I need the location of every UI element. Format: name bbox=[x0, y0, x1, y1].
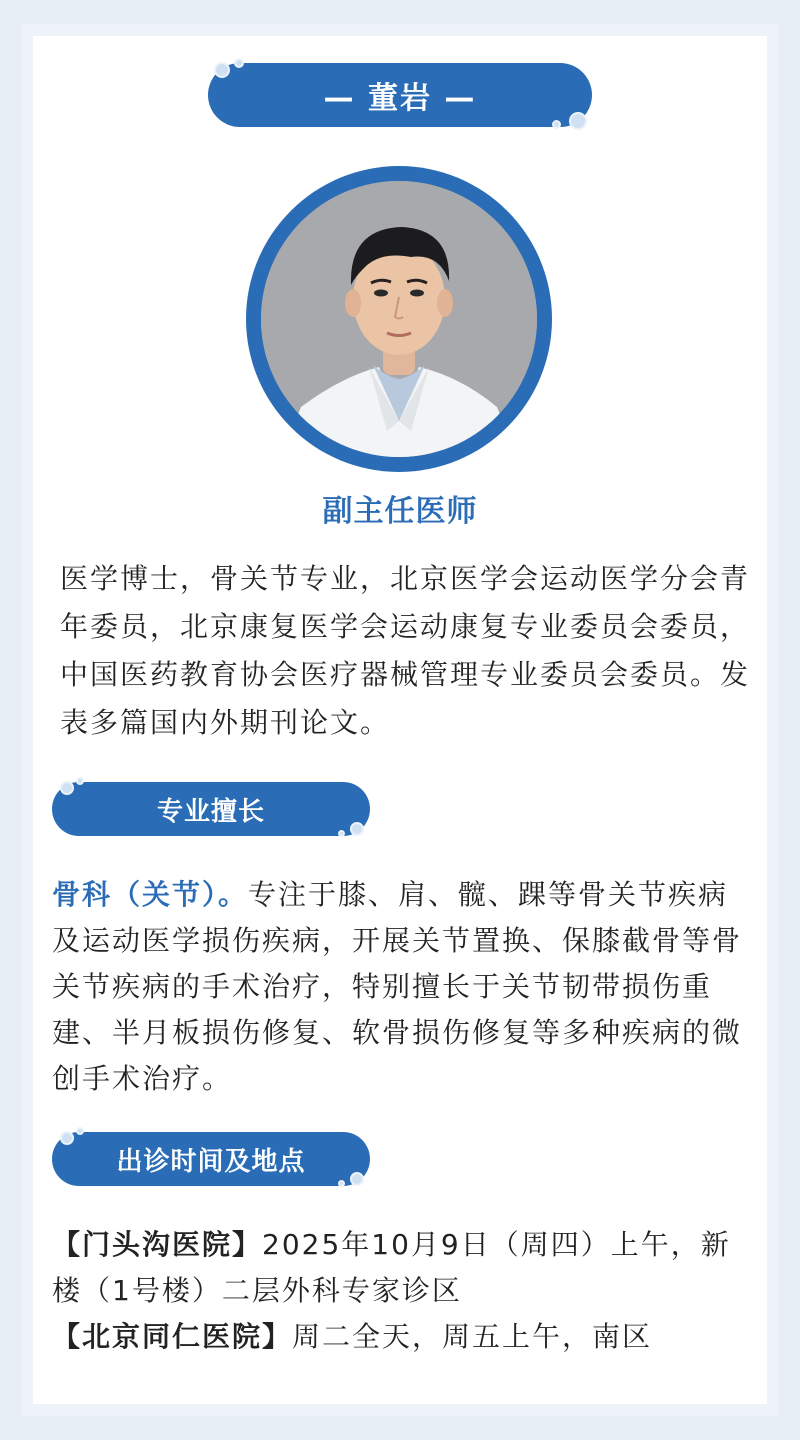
hospital-name: 【北京同仁医院】 bbox=[52, 1320, 293, 1353]
schedule-detail: 周二全天，周五上午，南区 bbox=[292, 1320, 653, 1353]
specialty-text-block bbox=[52, 872, 752, 1102]
schedule-entry bbox=[52, 1314, 752, 1360]
decorative-dot-icon bbox=[214, 62, 230, 78]
decorative-dot-icon bbox=[76, 777, 84, 785]
specialty-highlight: 骨科（关节）。 bbox=[52, 878, 249, 911]
schedule-list bbox=[52, 1222, 752, 1360]
doctor-name-banner bbox=[208, 63, 592, 127]
decorative-dot-icon bbox=[552, 120, 561, 129]
doctor-bio: 医学博士，骨关节专业，北京医学会运动医学分会青年委员，北京康复医学会运动康复专业委员会委员，中国医药教育协会医疗器械管理专业委员会委员。发表多篇国内外期刊论文。 bbox=[60, 562, 751, 739]
decorative-dot-icon bbox=[60, 781, 74, 795]
schedule-entry bbox=[52, 1222, 752, 1314]
doctor-portrait-photo bbox=[261, 181, 537, 457]
doctor-portrait-icon bbox=[261, 181, 537, 457]
decorative-dot-icon bbox=[338, 1180, 345, 1187]
specialty-heading-banner bbox=[52, 782, 370, 836]
specialty-description: 专注于膝、肩、髋、踝等骨关节疾病及运动医学损伤疾病，开展关节置换、保膝截骨等骨关节疾病的手术治疗，特别擅长于关节韧带损伤重建、半月板损伤修复、软骨损伤修复等多种疾病的微创手术治疗。 bbox=[52, 878, 743, 1095]
decorative-dot-icon bbox=[350, 1172, 364, 1186]
decorative-dot-icon bbox=[76, 1127, 84, 1135]
schedule-heading: 出诊时间及地点 bbox=[116, 1146, 306, 1177]
specialty-heading: 专业擅长 bbox=[156, 796, 265, 827]
decorative-dot-icon bbox=[569, 112, 587, 130]
doctor-title: 副主任医师 bbox=[322, 494, 478, 529]
schedule-detail: 2025年10月9日（周四）上午，新楼（1号楼）二层外科专家诊区 bbox=[52, 1228, 731, 1307]
hospital-name: 【门头沟医院】 bbox=[52, 1228, 263, 1261]
doctor-name: — 董岩 — bbox=[323, 81, 477, 116]
decorative-dot-icon bbox=[60, 1131, 74, 1145]
decorative-dot-icon bbox=[338, 830, 345, 837]
decorative-dot-icon bbox=[234, 58, 244, 68]
decorative-dot-icon bbox=[350, 822, 364, 836]
schedule-heading-banner bbox=[52, 1132, 370, 1186]
